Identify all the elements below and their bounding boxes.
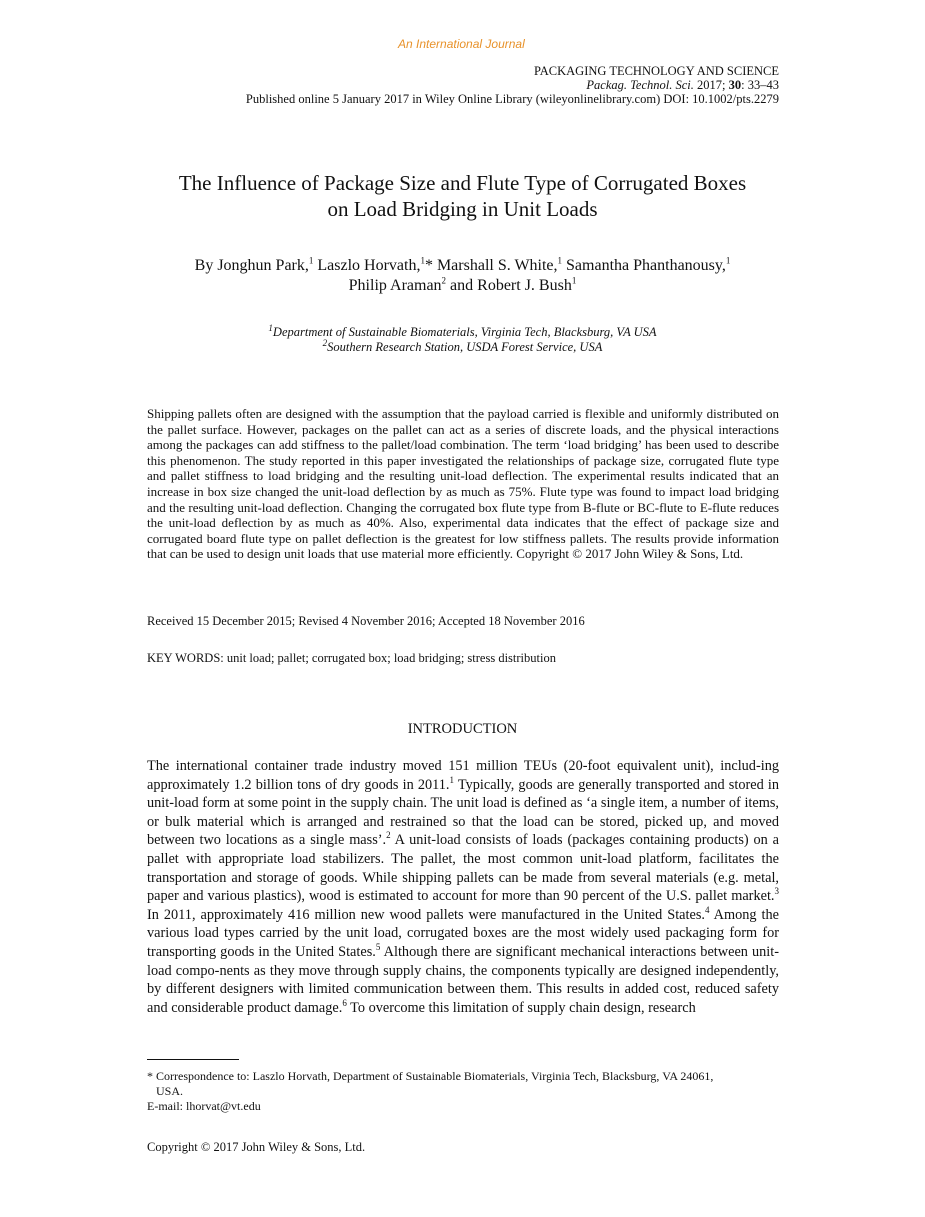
citation-pages: : 33–43 (741, 78, 779, 92)
author-phanthanousy: Samantha Phanthanousy, (562, 257, 726, 274)
author-line-1 (0, 256, 925, 276)
citation-ref-2[interactable]: 2 (386, 830, 391, 841)
journal-citation (246, 78, 779, 92)
author-horvath: Laszlo Horvath, (313, 257, 421, 274)
affiliation-1-number: 1 (268, 322, 273, 333)
correspondence-line-2: USA. (156, 1084, 184, 1098)
author-park: By Jonghun Park, (194, 257, 309, 274)
author-line-2 (0, 276, 925, 296)
citation-year: 2017; (693, 78, 729, 92)
author-bush-affil: 1 (571, 275, 577, 286)
abstract: Shipping pallets often are designed with the assumption that the payload carried is flexible and uniformly distributed on the pallet surface. However, packages on the pallet can act as a series of discrete loads, and the physical interactions among the packages can add stiffness to the pallet/load combination. The term ‘load bridging’ has been used to describe this phenomenon. The study reported in this paper investigated the relationships of package size, corrugated flute type and pallet stiffness to load bridging and the resulting unit-load deflection. The experimental results indicated that an increase in box size changed the unit-load deflection by as much as 75%. Flute type was found to impact load bridging and the resulting unit-load deflection. Changing the corrugated box flute type from B-flute or BC-flute to E-flute reduces the unit-load deflection by as much as 40%. Also, experimental data indicates that the effect of package size and corrugated board flute type on pallet deflection is the greatest for low stiffness pallets. The results provide information that can be used to design unit loads that use material more efficiently. Copyright © 2017 John Wiley & Sons, Ltd. (147, 406, 779, 562)
affiliation-2 (0, 337, 925, 355)
correspondence-line-1: * Correspondence to: Laszlo Horvath, Department of Sustainable Biomaterials, Virginia Tech, Blacksburg, VA 24061, (147, 1069, 714, 1083)
affiliation-2-number: 2 (322, 337, 328, 348)
footnote-divider (147, 1059, 239, 1060)
intro-text-4: In 2011, approximately 416 million new wood pallets were manufactured in the United States. (147, 906, 705, 923)
citation-journal-abbrev: Packag. Technol. Sci. (586, 78, 694, 92)
author-araman-affil: 2 (441, 275, 447, 286)
author-white: Marshall S. White, (432, 257, 558, 274)
introduction-paragraph (147, 757, 779, 1017)
journal-tagline: An International Journal (398, 37, 525, 51)
citation-ref-5[interactable]: 5 (375, 942, 381, 953)
citation-ref-6[interactable]: 6 (342, 997, 347, 1008)
section-heading-introduction: INTRODUCTION (407, 721, 518, 737)
intro-text-6: Although there are significant mechanical interactions between unit-load compo-nents as they move through supply chains, the components typically are designed independently, by different designers with limited communication between them. This results in added cost, reduced safety and considerable product damage. (147, 943, 780, 1016)
correspondence-email[interactable]: E-mail: lhorvat@vt.edu (147, 1099, 261, 1113)
intro-text-3: A unit-load consists of loads (packages containing products) on a pallet with appropriate load stabilizers. The pallet, the most common unit-load platform, facilitates the transportation and storage of goods. While shipping pallets can be made from several materials (e.g. metal, paper and various plastics), wood is estimated to account for more than 90 percent of the U.S. pallet market. (147, 832, 779, 905)
received-dates: Received 15 December 2015; Revised 4 November 2016; Accepted 18 November 2016 (147, 614, 585, 628)
intro-text-5: Among the various load types carried by the unit load, corrugated boxes are the most widely used packaging form for transporting goods in the United States. (147, 906, 780, 960)
author-horvath-affil: 1 (420, 255, 425, 266)
author-phanthanousy-affil: 1 (725, 255, 731, 266)
affiliations (0, 322, 925, 355)
title-line-2: on Load Bridging in Unit Loads (327, 197, 598, 221)
intro-text-2: Typically, goods are generally transported and stored in unit-load form at some point in the supply chain. The unit load is defined as ‘a single item, a number of items, or bulk material which is arranged and restrained so that the load can be stored, picked up, and moved between two locations as a single mass’. (147, 776, 779, 849)
intro-text-7: To overcome this limitation of supply chain design, research (346, 999, 696, 1016)
keywords: KEY WORDS: unit load; pallet; corrugated box; load bridging; stress distribution (147, 651, 556, 665)
citation-volume: 30 (728, 78, 742, 92)
title-line-1: The Influence of Package Size and Flute Type of Corrugated Boxes (178, 171, 747, 195)
citation-ref-1[interactable]: 1 (449, 774, 454, 785)
intro-text-1: The international container trade industry moved 151 million TEUs (20-foot equivalent unit), includ-ing approximately 1.2 billion tons of dry goods in 2011. (147, 758, 779, 793)
corresponding-author-mark: * (424, 257, 433, 274)
citation-ref-4[interactable]: 4 (705, 904, 710, 915)
copyright-notice: Copyright © 2017 John Wiley & Sons, Ltd. (147, 1140, 366, 1154)
footnote (147, 1069, 779, 1114)
author-list (0, 256, 925, 296)
author-white-affil: 1 (557, 255, 563, 266)
author-bush: and Robert J. Bush (446, 277, 572, 294)
affiliation-2-text: Southern Research Station, USDA Forest Service, USA (327, 340, 603, 354)
journal-header (246, 64, 779, 106)
citation-ref-3[interactable]: 3 (774, 886, 779, 897)
author-araman: Philip Araman (348, 277, 442, 294)
affiliation-1-text: Department of Sustainable Biomaterials, Virginia Tech, Blacksburg, VA USA (272, 325, 657, 339)
affiliation-1 (0, 322, 925, 340)
author-park-affil: 1 (308, 255, 314, 266)
journal-name: PACKAGING TECHNOLOGY AND SCIENCE (533, 64, 779, 78)
article-title (0, 170, 925, 222)
published-line: Published online 5 January 2017 in Wiley Online Library (wileyonlinelibrary.com) DOI: 10.1002/pts.2279 (245, 92, 779, 106)
correspondence-note (147, 1069, 779, 1099)
